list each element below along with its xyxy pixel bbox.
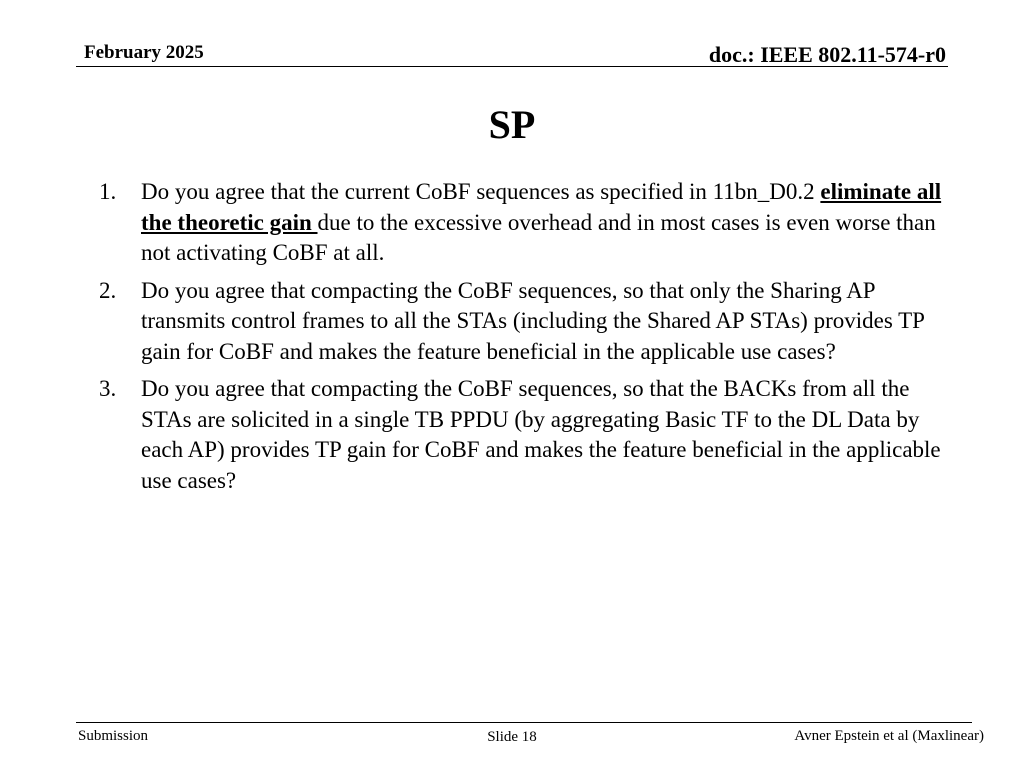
slide-number: Slide 18 — [487, 729, 537, 745]
question-item — [99, 177, 949, 269]
question-text: Do you agree that compacting the CoBF sequences, so that the BACKs from all the STAs are solicited in a single TB PPDU (by aggregating Basic TF to the DL Data by each AP) provides TP gain for CoBF and makes the feature beneficial in the applicable use cases? — [141, 376, 941, 493]
question-number: 3. — [99, 376, 117, 401]
header-date: February 2025 — [84, 42, 204, 63]
footer-submission: Submission — [78, 728, 149, 744]
question-text: Do you agree that compacting the CoBF sequences, so that only the Sharing AP transmits control frames to all the STAs (including the Shared AP STAs) provides TP gain for CoBF and makes the feature beneficial in the applicable use cases? — [141, 277, 925, 364]
question-emphasis: eliminate all the theoretic gain — [141, 179, 942, 235]
slide-title: SP — [488, 102, 536, 147]
document-id: doc.: IEEE 802.11-574-r0 — [708, 42, 946, 67]
question-list — [99, 177, 949, 503]
question-number: 1. — [99, 179, 117, 204]
question-item — [99, 374, 949, 496]
question-item — [99, 276, 949, 368]
question-text: due to the excessive overhead and in most cases is even worse than not activating CoBF at all. — [141, 209, 936, 265]
question-text: Do you agree that the current CoBF sequences as specified in 11bn_D0.2 — [141, 179, 821, 204]
footer-authors: Avner Epstein et al (Maxlinear) — [794, 728, 984, 744]
footer-divider — [76, 722, 972, 723]
question-number: 2. — [99, 277, 117, 303]
header-divider — [76, 66, 948, 67]
